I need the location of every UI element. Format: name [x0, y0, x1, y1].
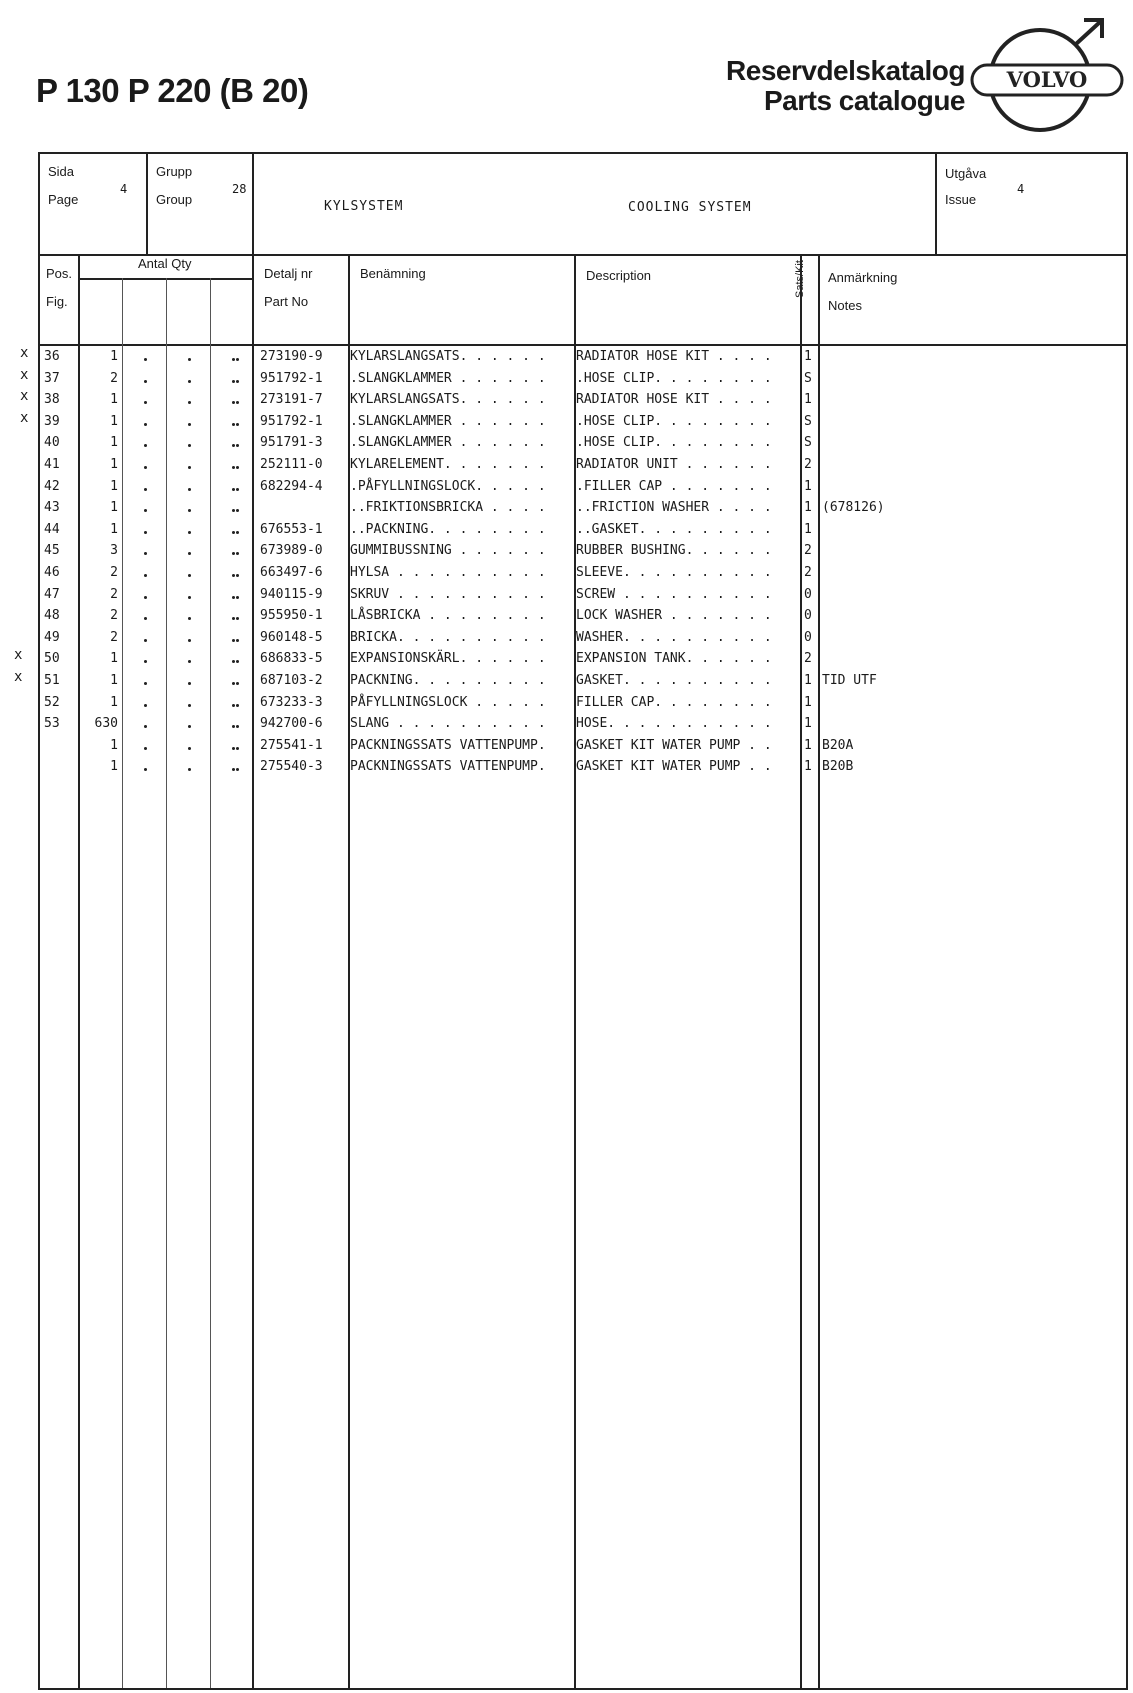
qty-dot	[236, 444, 239, 447]
kit-cell: 1	[804, 694, 812, 710]
table-row	[40, 756, 1126, 778]
description-cell: ..FRICTION WASHER . . . .	[576, 500, 772, 516]
qty-dot	[144, 574, 147, 577]
qty-cell: 1	[110, 392, 118, 408]
part-no-cell: 252111-0	[260, 457, 323, 472]
part-no-cell: 275540-3	[260, 759, 323, 775]
description-cell: HOSE. . . . . . . . . . .	[576, 716, 772, 732]
part-no-cell: 273191-7	[260, 392, 323, 408]
kit-cell: 0	[804, 629, 812, 645]
table-row	[40, 389, 1126, 411]
qty-dot	[188, 531, 191, 534]
partno-header: Part No	[264, 294, 309, 309]
qty-dot	[236, 596, 239, 599]
qty-dot	[144, 380, 147, 383]
group-cell	[148, 154, 254, 254]
table-row	[40, 627, 1126, 649]
qty-cell: 2	[110, 586, 118, 602]
kit-cell: 1	[804, 500, 812, 516]
description-cell: RUBBER BUSHING. . . . . .	[576, 543, 772, 559]
kit-cell: S	[804, 413, 812, 429]
pos-cell: 49	[44, 629, 60, 645]
pos-cell: 36	[44, 349, 60, 364]
qty-dot	[188, 488, 191, 491]
description-header: Description	[586, 268, 652, 283]
benamning-cell: PÅFYLLNINGSLOCK . . . . .	[350, 694, 546, 710]
qty-dot	[188, 596, 191, 599]
part-no-cell: 275541-1	[260, 737, 323, 753]
pos-cell: 45	[44, 543, 60, 559]
qty-cell: 2	[110, 370, 118, 386]
pos-header: Pos.	[46, 266, 73, 281]
page-label: Page	[48, 192, 79, 207]
table-row	[40, 692, 1126, 714]
pos-cell: 53	[44, 716, 60, 732]
note-cell: B20A	[822, 737, 854, 753]
table-row	[40, 562, 1126, 584]
qty-dot	[144, 596, 147, 599]
qty-dot	[232, 704, 235, 707]
part-no-cell: 951792-1	[260, 413, 323, 429]
kit-cell: 2	[804, 565, 812, 580]
qty-dot	[236, 617, 239, 620]
description-cell: RADIATOR UNIT . . . . . .	[576, 457, 772, 472]
pos-cell: 47	[44, 586, 60, 602]
qty-dot	[236, 660, 239, 663]
qty-dot	[236, 639, 239, 642]
benamning-cell: ..PACKNING. . . . . . . .	[350, 521, 546, 537]
qty-dot	[144, 444, 147, 447]
qty-dot	[236, 682, 239, 685]
volvo-logo	[968, 10, 1128, 135]
qty-dot	[144, 639, 147, 642]
description-cell: SLEEVE. . . . . . . . . .	[576, 565, 772, 580]
kit-cell: 0	[804, 586, 812, 602]
table-row	[40, 713, 1126, 735]
qty-dot	[188, 660, 191, 663]
qty-header: Antal Qty	[138, 256, 192, 271]
table-row	[40, 346, 1126, 368]
qty-dot	[232, 574, 235, 577]
qty-cell: 2	[110, 629, 118, 645]
pos-cell: 40	[44, 435, 60, 451]
qty-dot	[232, 509, 235, 512]
table-row	[40, 519, 1126, 541]
qty-cell: 1	[110, 759, 118, 775]
kit-cell: 1	[804, 521, 812, 537]
benamning-cell: GUMMIBUSSNING . . . . . .	[350, 543, 546, 559]
note-cell: (678126)	[822, 500, 885, 516]
pos-cell: 44	[44, 521, 60, 537]
part-no-cell: 673989-0	[260, 543, 323, 559]
qty-dot	[144, 358, 147, 361]
qty-dot	[188, 423, 191, 426]
description-cell: FILLER CAP. . . . . . . .	[576, 694, 772, 710]
kit-cell: 1	[804, 478, 812, 494]
qty-cell: 1	[110, 500, 118, 516]
qty-dot	[188, 509, 191, 512]
qty-dot	[144, 552, 147, 555]
qty-dot	[236, 552, 239, 555]
table-row	[40, 605, 1126, 627]
pos-cell: 42	[44, 478, 60, 494]
anmarkning-header: Anmärkning	[828, 270, 898, 285]
kit-cell: 1	[804, 349, 812, 364]
qty-cell: 1	[110, 694, 118, 710]
detalj-header: Detalj nr	[264, 266, 313, 281]
qty-dot	[144, 725, 147, 728]
qty-dot	[188, 574, 191, 577]
fig-header: Fig.	[46, 294, 68, 309]
benamning-cell: LÅSBRICKA . . . . . . . .	[350, 608, 546, 624]
qty-cell: 1	[110, 435, 118, 451]
kit-cell: 1	[804, 392, 812, 408]
table-row	[40, 670, 1126, 692]
pos-cell: 48	[44, 608, 60, 624]
model-title: P 130 P 220 (B 20)	[36, 72, 309, 109]
part-no-cell: 942700-6	[260, 716, 323, 732]
qty-dot	[236, 725, 239, 728]
qty-dot	[144, 466, 147, 469]
description-cell: .HOSE CLIP. . . . . . . .	[576, 413, 772, 429]
qty-dot	[236, 574, 239, 577]
qty-dot	[232, 358, 235, 361]
qty-dot	[236, 401, 239, 404]
qty-dot	[236, 380, 239, 383]
revision-mark: x	[14, 669, 23, 685]
qty-dot	[188, 725, 191, 728]
qty-dot	[232, 682, 235, 685]
qty-dot	[232, 488, 235, 491]
qty-dot	[232, 660, 235, 663]
qty-dot	[232, 639, 235, 642]
table-row	[40, 497, 1126, 519]
benamning-cell: .SLANGKLAMMER . . . . . .	[350, 435, 546, 451]
benamning-header: Benämning	[360, 266, 426, 281]
qty-dot	[236, 768, 239, 771]
grupp-label: Grupp	[156, 164, 193, 179]
qty-cell: 1	[110, 521, 118, 537]
description-cell: WASHER. . . . . . . . . .	[576, 629, 772, 645]
revision-mark: x	[20, 409, 29, 426]
qty-dot	[232, 444, 235, 447]
revision-mark: x	[20, 388, 29, 405]
qty-dot	[232, 380, 235, 383]
qty-dot	[232, 725, 235, 728]
description-cell: SCREW . . . . . . . . . .	[576, 586, 772, 602]
qty-dot	[188, 639, 191, 642]
qty-cell: 1	[110, 478, 118, 494]
part-no-cell: 273190-9	[260, 349, 323, 364]
group-value: 28	[232, 182, 247, 196]
part-no-cell: 682294-4	[260, 478, 323, 494]
revision-mark: x	[20, 345, 29, 361]
table-row	[40, 540, 1126, 562]
note-cell: B20B	[822, 759, 854, 775]
part-no-cell: 951792-1	[260, 370, 323, 386]
benamning-cell: ..FRIKTIONSBRICKA . . . .	[350, 500, 546, 516]
benamning-cell: SKRUV . . . . . . . . . .	[350, 586, 546, 602]
sida-label: Sida	[48, 164, 75, 179]
qty-dot	[144, 531, 147, 534]
page-value: 4	[120, 182, 128, 196]
kit-cell: S	[804, 370, 812, 386]
qty-dot	[232, 401, 235, 404]
revision-mark: x	[14, 647, 23, 664]
benamning-cell: KYLARELEMENT. . . . . . .	[350, 457, 546, 472]
part-no-cell: 676553-1	[260, 521, 323, 537]
qty-dot	[144, 704, 147, 707]
group-label: Group	[156, 192, 193, 207]
benamning-cell: .PÅFYLLNINGSLOCK. . . . .	[350, 478, 546, 494]
logo-text: VOLVO	[1006, 67, 1088, 92]
page-cell	[40, 154, 148, 254]
qty-dot	[236, 704, 239, 707]
qty-dot	[236, 466, 239, 469]
qty-cell: 2	[110, 565, 118, 580]
qty-cell: 1	[110, 457, 118, 472]
parts-table	[38, 152, 1128, 1690]
qty-dot	[188, 768, 191, 771]
qty-dot	[144, 617, 147, 620]
qty-dot	[232, 596, 235, 599]
issue-label: Issue	[945, 192, 977, 207]
qty-dot	[232, 747, 235, 750]
kit-cell: 1	[804, 673, 812, 688]
table-row	[40, 454, 1126, 476]
qty-dot	[188, 747, 191, 750]
description-cell: RADIATOR HOSE KIT . . . .	[576, 392, 772, 408]
part-no-cell: 686833-5	[260, 651, 323, 667]
description-cell: .HOSE CLIP. . . . . . . .	[576, 435, 772, 451]
kit-cell: 2	[804, 457, 812, 472]
qty-dot	[188, 617, 191, 620]
note-cell: TID UTF	[822, 673, 877, 688]
qty-cell: 2	[110, 608, 118, 624]
part-no-cell: 955950-1	[260, 608, 323, 624]
description-cell: GASKET KIT WATER PUMP . .	[576, 759, 772, 775]
issue-cell	[935, 154, 1126, 254]
qty-dot	[232, 531, 235, 534]
table-row	[40, 476, 1126, 498]
qty-dot	[232, 423, 235, 426]
benamning-cell: KYLARSLANGSATS. . . . . .	[350, 392, 546, 408]
qty-dot	[144, 660, 147, 663]
qty-cell: 1	[110, 413, 118, 429]
qty-cell: 630	[94, 716, 118, 732]
description-cell: GASKET. . . . . . . . . .	[576, 673, 772, 688]
qty-dot	[236, 747, 239, 750]
pos-cell: 52	[44, 694, 60, 710]
pos-cell: 38	[44, 392, 60, 408]
description-cell: ..GASKET. . . . . . . . .	[576, 521, 772, 537]
title-sv: KYLSYSTEM	[324, 199, 404, 214]
part-no-cell: 951791-3	[260, 435, 323, 451]
qty-dot	[144, 768, 147, 771]
kit-cell: S	[804, 435, 812, 451]
table-row	[40, 648, 1126, 670]
kit-cell: 2	[804, 543, 812, 559]
table-row	[40, 411, 1126, 433]
kit-cell: 0	[804, 608, 812, 624]
qty-dot	[188, 704, 191, 707]
pos-cell: 39	[44, 413, 60, 429]
qty-dot	[236, 358, 239, 361]
qty-cell: 1	[110, 737, 118, 753]
qty-dot	[236, 488, 239, 491]
qty-dot	[144, 509, 147, 512]
benamning-cell: PACKNINGSSATS VATTENPUMP.	[350, 759, 546, 775]
table-row	[40, 368, 1126, 390]
description-cell: RADIATOR HOSE KIT . . . .	[576, 349, 772, 364]
benamning-cell: .SLANGKLAMMER . . . . . .	[350, 413, 546, 429]
benamning-cell: .SLANGKLAMMER . . . . . .	[350, 370, 546, 386]
benamning-cell: HYLSA . . . . . . . . . .	[350, 565, 546, 580]
part-no-cell: 940115-9	[260, 586, 323, 602]
qty-dot	[188, 358, 191, 361]
part-no-cell: 663497-6	[260, 565, 323, 580]
description-cell: GASKET KIT WATER PUMP . .	[576, 737, 772, 753]
qty-dot	[144, 488, 147, 491]
benamning-cell: PACKNINGSSATS VATTENPUMP.	[350, 737, 546, 753]
utgava-label: Utgåva	[945, 166, 987, 181]
qty-dot	[236, 423, 239, 426]
catalog-title	[726, 56, 965, 116]
qty-dot	[232, 768, 235, 771]
qty-dot	[188, 380, 191, 383]
pos-cell: 41	[44, 457, 60, 472]
description-cell: .HOSE CLIP. . . . . . . .	[576, 370, 772, 386]
qty-dot	[188, 444, 191, 447]
qty-dot	[188, 401, 191, 404]
catalog-title-en: Parts catalogue	[763, 85, 965, 116]
description-cell: EXPANSION TANK. . . . . .	[576, 651, 772, 667]
part-no-cell: 960148-5	[260, 629, 323, 645]
pos-cell: 37	[44, 370, 60, 386]
kit-cell: 1	[804, 737, 812, 753]
pos-cell: 51	[44, 673, 60, 688]
qty-cell: 3	[110, 543, 118, 559]
kit-cell: 2	[804, 651, 812, 667]
qty-dot	[188, 682, 191, 685]
issue-value: 4	[1017, 182, 1025, 196]
qty-dot	[232, 552, 235, 555]
qty-dot	[144, 423, 147, 426]
column-header	[40, 256, 1126, 346]
satskit-header: Sats/Kit	[794, 260, 806, 298]
table-header	[40, 154, 1126, 256]
part-no-cell: 673233-3	[260, 694, 323, 710]
qty-dot	[188, 466, 191, 469]
revision-mark: x	[20, 366, 29, 383]
description-cell: .FILLER CAP . . . . . . .	[576, 478, 772, 494]
catalog-title-sv: Reservdelskatalog	[726, 55, 965, 86]
table-row	[40, 735, 1126, 757]
benamning-cell: SLANG . . . . . . . . . .	[350, 716, 546, 732]
part-no-cell: 687103-2	[260, 673, 323, 688]
pos-cell: 46	[44, 565, 60, 580]
qty-dot	[144, 747, 147, 750]
qty-dot	[236, 531, 239, 534]
qty-cell: 1	[110, 651, 118, 667]
description-cell: LOCK WASHER . . . . . . .	[576, 608, 772, 624]
benamning-cell: EXPANSIONSKÄRL. . . . . .	[350, 651, 546, 667]
qty-dot	[232, 466, 235, 469]
qty-dot	[188, 552, 191, 555]
table-row	[40, 432, 1126, 454]
benamning-cell: BRICKA. . . . . . . . . .	[350, 629, 546, 645]
title-en: COOLING SYSTEM	[628, 200, 752, 215]
kit-cell: 1	[804, 759, 812, 775]
pos-cell: 50	[44, 651, 60, 667]
table-row	[40, 584, 1126, 606]
notes-header: Notes	[828, 298, 862, 313]
qty-dot	[144, 401, 147, 404]
qty-cell: 1	[110, 673, 118, 688]
qty-dot	[236, 509, 239, 512]
benamning-cell: KYLARSLANGSATS. . . . . .	[350, 349, 546, 364]
benamning-cell: PACKNING. . . . . . . . .	[350, 673, 546, 688]
qty-cell: 1	[110, 349, 118, 364]
qty-dot	[232, 617, 235, 620]
pos-cell: 43	[44, 500, 60, 516]
kit-cell: 1	[804, 716, 812, 732]
qty-dot	[144, 682, 147, 685]
